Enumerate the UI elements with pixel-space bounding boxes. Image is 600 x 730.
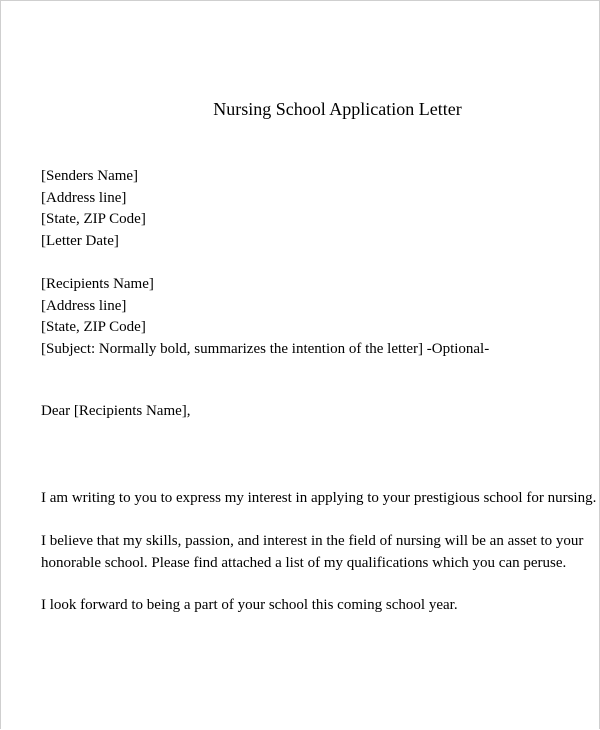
body-paragraph-1 (41, 488, 596, 510)
recipient-address-block (41, 274, 489, 360)
recipient-name: [Recipients Name] (41, 276, 154, 292)
paragraph-line: honorable school. Please find attached a list of my qualifications which you can peruse. (41, 554, 567, 571)
salutation (41, 401, 191, 423)
sender-address-block (41, 166, 146, 252)
document-title: Nursing School Application Letter (213, 99, 462, 119)
paragraph-line: I am writing to you to express my interest in applying to your prestigious school for nursing. (41, 490, 597, 506)
salutation-text: Dear [Recipients Name], (41, 403, 191, 419)
paragraph-line: I believe that my skills, passion, and interest in the field of nursing will be an asset to your (41, 533, 584, 549)
subject-line: [Subject: Normally bold, summarizes the intention of the letter] -Optional- (41, 340, 490, 357)
sender-name: [Senders Name] (41, 168, 139, 184)
sender-address-line: [Address line] (41, 189, 127, 206)
paragraph-line: I look forward to being a part of your school this coming school year. (41, 597, 458, 613)
body-paragraph-3 (41, 595, 458, 617)
body-paragraph-2 (41, 531, 583, 574)
recipient-state-zip: [State, ZIP Code] (41, 319, 146, 336)
sender-state-zip: [State, ZIP Code] (41, 211, 146, 228)
recipient-address-line: [Address line] (41, 297, 127, 314)
letter-date: [Letter Date] (41, 232, 119, 249)
